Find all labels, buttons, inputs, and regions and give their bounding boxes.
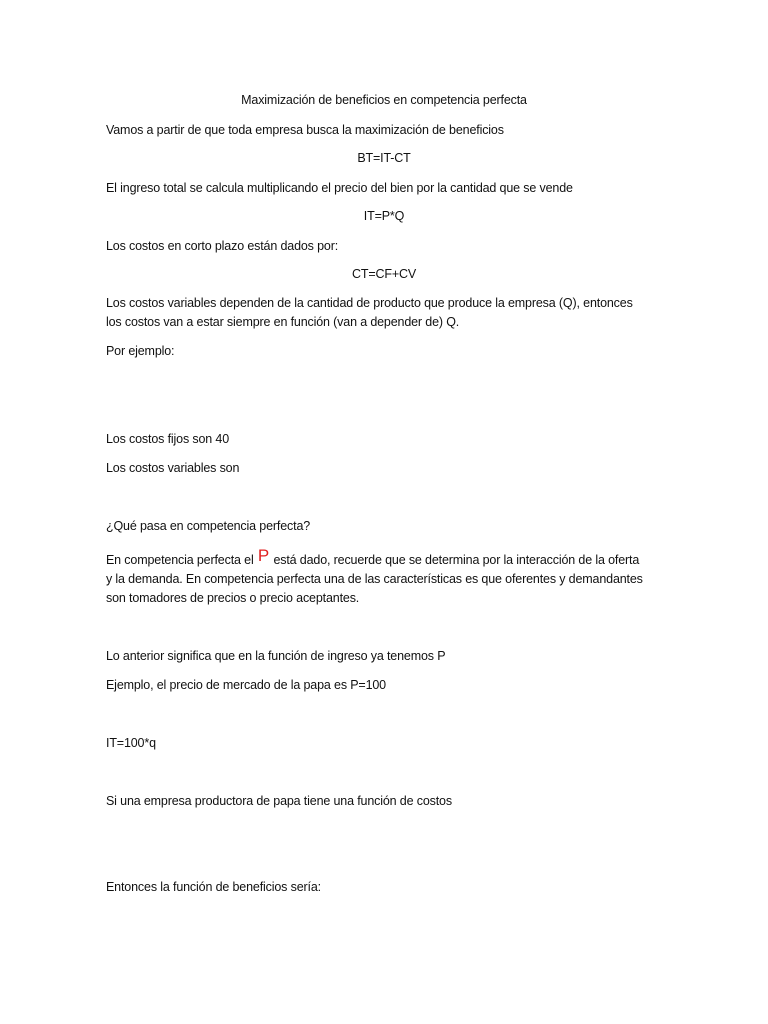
competencia-line1-before: En competencia perfecta el: [106, 553, 254, 567]
paragraph-costos-variables-line2: los costos van a estar siempre en función (van a depender de) Q.: [106, 315, 460, 329]
paragraph-funcion-ingreso: Lo anterior significa que en la función de ingreso ya tenemos P: [106, 649, 446, 663]
paragraph-funcion-beneficios: Entonces la función de beneficios sería:: [106, 880, 321, 894]
paragraph-por-ejemplo: Por ejemplo:: [106, 344, 175, 358]
formula-bt: BT=IT-CT: [357, 151, 411, 165]
formula-it: IT=P*Q: [363, 209, 405, 223]
paragraph-costos-corto-plazo: Los costos en corto plazo están dados por:: [106, 239, 339, 253]
paragraph-funcion-costos: Si una empresa productora de papa tiene una función de costos: [106, 794, 452, 808]
paragraph-ingreso-total: El ingreso total se calcula multiplicando el precio del bien por la cantidad que se vende: [106, 181, 573, 195]
paragraph-competencia-line3: son tomadores de precios o precio aceptantes.: [106, 591, 360, 605]
formula-it-100q: IT=100*q: [106, 736, 156, 750]
paragraph-competencia-line2: y la demanda. En competencia perfecta una de las características es que oferentes y demandantes: [106, 572, 643, 586]
competencia-line1-after: está dado, recuerde que se determina por la interacción de la oferta: [273, 553, 640, 567]
paragraph-costos-variables-line1: Los costos variables dependen de la cantidad de producto que produce la empresa (Q), entonces: [106, 296, 633, 310]
price-symbol-highlight: P: [257, 546, 270, 565]
paragraph-intro: Vamos a partir de que toda empresa busca la maximización de beneficios: [106, 123, 504, 137]
paragraph-costos-variables-son: Los costos variables son: [106, 461, 240, 475]
heading-competencia-perfecta: ¿Qué pasa en competencia perfecta?: [106, 519, 311, 533]
document-title: Maximización de beneficios en competencia perfecta: [241, 93, 527, 107]
paragraph-competencia-line1: [106, 546, 640, 570]
paragraph-precio-papa: Ejemplo, el precio de mercado de la papa es P=100: [106, 678, 386, 692]
paragraph-costos-fijos: Los costos fijos son 40: [106, 432, 230, 446]
formula-ct: CT=CF+CV: [351, 267, 417, 281]
